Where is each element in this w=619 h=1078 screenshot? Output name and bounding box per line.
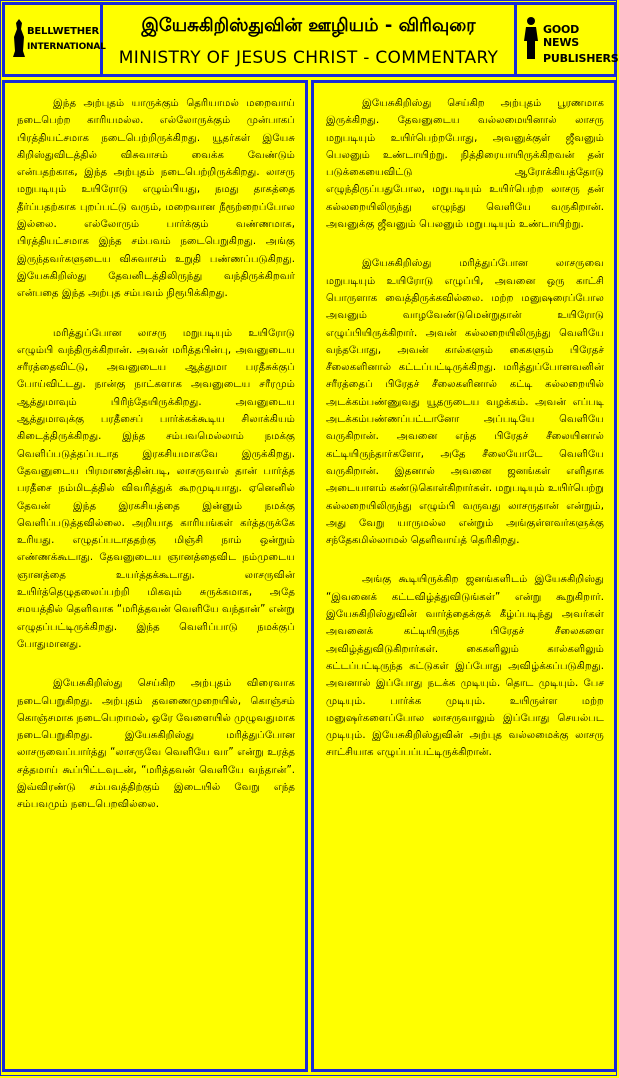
figure-icon	[11, 17, 27, 59]
right-logo-line1: GOOD NEWS	[543, 23, 580, 49]
title-block	[103, 5, 514, 74]
bellwether-logo	[5, 5, 106, 74]
paragraph: இந்த அற்புதம் யாருக்கும் தெரியாமல் மறைவாய் நடைபெற்ற காரியமல்ல. எல்லோருக்கும் முன்பாகப் பிரத்தியட்சமாக நடைபெற்றிருக்கிறது. யூதர்கள் இயேசு கிறிஸ்துவிடத்தில் விசுவாசம் வைக்க வேண்டும் என்பதற்காக, இந்த அற்புதம் நடைபெற்றிருக்கிறது. லாசரு மறுபடியும் உயிரோடு எழும்பியது, நமது தாகத்தை தீர்ப்பதற்காக புறப்பட்டு வரும், மறைவான நீரூற்றைப்போல இல்லை. எல்லோரும் பார்க்கும் வண்ணமாக, பிரத்தியட்சமாக இந்த சம்பவம் நடைபெறுகிறது. அங்கு இருந்தவர்களுடைய விசுவாசம் உறுதி பண்ணப்படுகிறது. இயேசுகிறிஸ்து தேவனிடத்திலிருந்து வந்திருக்கிறவர் என்பதை இந்த அற்புத சம்பவம் நிரூபிக்கிறது.	[17, 98, 295, 300]
paragraph: மரித்துப்போன லாசரு மறுபடியும் உயிரோடு எழும்பி வந்திருக்கிறான். அவன் மரித்தபின்பு, அவனுடைய சரீரத்தைவிட்டு, அவனுடைய ஆத்துமா பரதீசுக்குப் போய்விட்டது. நான்கு நாட்களாக அவனுடைய சரீரமும் ஆத்துமாவும் பிரிந்தேயிருக்கிறது. அவனுடைய ஆத்துமாவுக்கு பரதீசைப் பார்க்கக்கூடிய சிலாக்கியம் கிடைத்திருக்கிறது. இந்த சம்பவமெல்லாம் நமக்கு வெளிப்படுத்தப்படாத இரகசியமாகவே இருக்கிறது. தேவனுடைய பிரமாணத்தின்படி, லாசருவால் தான் பார்த்த பரதீசை நம்மிடத்தில் விவரித்துக் கூறமுடியாது. ஏனெனில் தேவன் இந்த இரகசியத்தை இன்னும் நமக்கு வெளிப்படுத்தவில்லை. அறியாத காரியங்கள் கர்த்தருக்கே உரியது. எழுதப்படாததற்கு மிஞ்சி நாம் ஒன்றும் எண்ணக்கூடாது. தேவனுடைய ஞானத்தைவிட நம்முடைய ஞானத்தை உயர்த்தக்கூடாது. லாசருவின் உயிர்த்தெழுதலைப்பற்றி மிகவும் சுருக்கமாக, அதே சமயத்தில் தெளிவாக “மரித்தவன் வெளியே வந்தான்” என்று எழுதப்பட்டிருக்கிறது. இந்த வெளிப்பாடு நமக்குப் போதுமானது.	[17, 327, 295, 650]
title-english: MINISTRY OF JESUS CHRIST - COMMENTARY	[118, 48, 499, 68]
title-tamil: இயேசுகிறிஸ்துவின் ஊழியம் - விரிவுரை	[141, 15, 476, 36]
page-header	[2, 2, 617, 77]
left-column	[2, 80, 308, 1072]
left-logo-line2: INTERNATIONAL	[27, 42, 106, 52]
right-column	[311, 80, 617, 1072]
paragraph: இயேசுகிறிஸ்து மரித்துப்போன லாசருவை மறுபடியும் உயிரோடு எழுப்பி, அவனை ஒரு காட்சி பொருளாக வைத்திருக்கவில்லை. மற்ற மனுஷரைப்போல அவனும் வாழவேண்டுமென்றுதான் உயிரோடு எழுப்பியிருக்கிறார். அவன் கல்லறையிலிருந்து வெளியே வந்தபோது, அவன் கால்களும் கைகளும் பிரேதச் சீலைகளினால் கட்டப்பட்டிருக்கிறது. மரித்துப்போனவனின் சரீரத்தைப் பிரேதச் சீலைகளினால் கட்டி கல்லறையில் அடக்கம்பண்ணுவது யூதருடைய வழக்கம். அவன் எப்படி அடக்கம்பண்ணப்பட்டானோ அப்படியே வெளியே வருகிறான். அவனை எந்த பிரேதச் சீலையினால் கட்டியிருந்தார்களோ, அதே சீலையோடே வெளியே வருகிறான். இதனால் அவனை ஜனங்கள் எளிதாக அடையாளம் கண்டுகொள்கிறார்கள். மறுபடியும் உயிர்பெற்று கல்லறையிலிருந்து எழும்பி வருவது லாசருதான் என்றும், அது வேறு யாருமல்ல என்றும் அங்குள்ளவர்களுக்கு சந்தேகமில்லாமல் தெளிவாய்த் தெரிகிறது.	[326, 258, 604, 547]
figure-icon	[522, 15, 540, 61]
paragraph: இயேசுகிறிஸ்து செய்கிற அற்புதம் பூரணமாக இருக்கிறது. தேவனுடைய வல்லமையினால் லாசரு மறுபடியும் உயிர்பெற்றபோது, அவனுக்குள் ஜீவனும் பெலனும் உண்டாயிற்று. நித்திரையாயிருக்கிறவன் தன் படுக்கையைவிட்டு ஆரோக்கியத்தோடு எழுந்திருப்பதுபோல, மறுபடியும் உயிர்பெற்ற லாசரு தன் கல்லறையிலிருந்து எழுந்து வெளியே வருகிறான். அவனுக்கு ஜீவனும் பெலனும் மறுபடியும் உண்டாயிற்று.	[326, 98, 604, 231]
left-logo-line1: BELLWETHER	[27, 26, 100, 37]
right-logo-line2: PUBLISHERS	[543, 52, 619, 65]
good-news-logo	[514, 5, 619, 74]
paragraph: இயேசுகிறிஸ்து செய்கிற அற்புதம் விரைவாக நடைபெறுகிறது. அற்புதம் தவணைமுறையில், கொஞ்சம் கொஞ்சமாக நடைபெறாமல், ஒரே வேளையில் முழுவதுமாக நடைபெறுகிறது. இயேசுகிறிஸ்து மரித்துப்போன லாசருவைப்பார்த்து “லாசருவே வெளியே வா” என்று உரத்த சத்தமாய் கூப்பிட்டவுடன், “மரித்தவன் வெளியே வந்தான்”. இவ்விரண்டு சம்பவத்திற்கும் இடையில் வேறு எந்த சம்பவமும் நடைபெறவில்லை.	[17, 678, 295, 811]
paragraph: அங்கு கூடியிருக்கிற ஜனங்களிடம் இயேசுகிறிஸ்து “இவனைக் கட்டவிழ்த்துவிடுங்கள்” என்று கூறுகிறார். இயேசுகிறிஸ்துவின் வார்த்தைக்குக் கீழ்ப்படிந்து அவர்கள் அவனைக் கட்டியிருந்த பிரேதச் சீலைகளை அவிழ்த்துவிடுகிறார்கள். கைகளிலும் கால்களிலும் கட்டப்பட்டிருந்த கட்டுகள் இப்போது அவிழ்க்கப்படுகிறது. அவனால் இப்போது நடக்க முடியும். தொட முடியும். பேச முடியும். பார்க்க முடியும். உயிருள்ள மற்ற மனுஷர்களைப்போல லாசருவாலும் இப்போது செயல்பட முடியும். இயேசுகிறிஸ்துவின் அற்புத வல்லமைக்கு லாசரு சாட்சியாக எழுப்பப்பட்டிருக்கிறான்.	[326, 574, 604, 759]
